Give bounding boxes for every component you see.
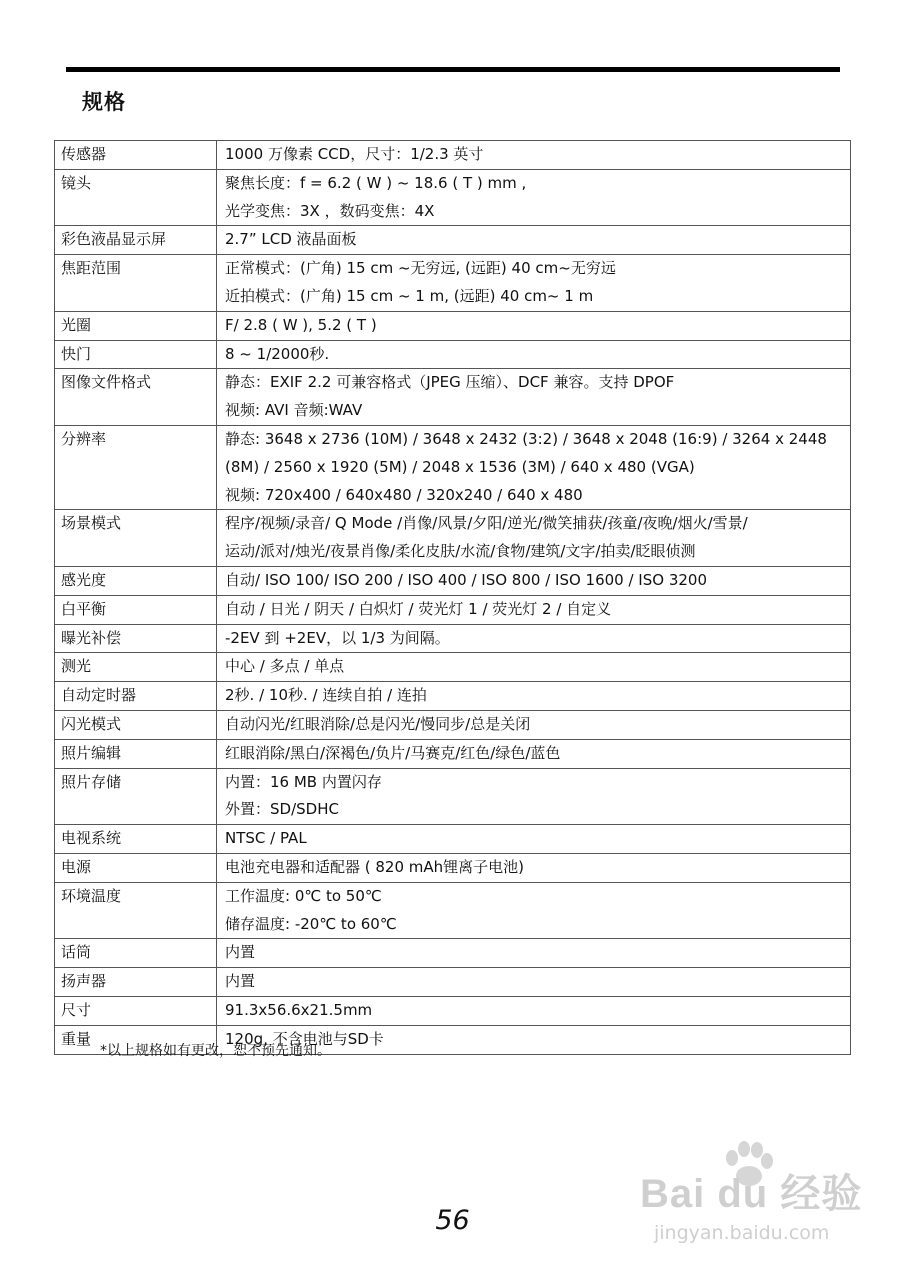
spec-value <box>217 255 851 312</box>
spec-value-line: 静态: 3648 x 2736 (10M) / 3648 x 2432 (3:2) / 3648 x 2048 (16:9) / 3264 x 2448 <box>225 429 827 448</box>
spec-value-line: 自动/ ISO 100/ ISO 200 / ISO 400 / ISO 800 / ISO 1600 / ISO 3200 <box>225 570 707 589</box>
spec-value <box>217 141 851 170</box>
spec-value <box>217 853 851 882</box>
spec-label: 光圈 <box>55 311 217 340</box>
spec-label: 镜头 <box>55 169 217 226</box>
spec-value-line: 外置：SD/SDHC <box>225 800 339 819</box>
spec-row <box>55 425 851 509</box>
spec-value-line: 视频: 720x400 / 640x480 / 320x240 / 640 x 480 <box>225 485 583 504</box>
spec-row <box>55 996 851 1025</box>
spec-label: 图像文件格式 <box>55 369 217 426</box>
spec-value-line: 2.7” LCD 液晶面板 <box>225 230 357 249</box>
spec-row <box>55 853 851 882</box>
spec-value <box>217 996 851 1025</box>
spec-value-line: 电池充电器和适配器 ( 820 mAh锂离子电池) <box>225 857 525 876</box>
footnote: *以上规格如有更改，恕不预先通知。 <box>100 1043 331 1059</box>
spec-value-line: 内置 <box>225 943 256 962</box>
spec-value-line: 正常模式：(广角) 15 cm ~无穷远, (远距) 40 cm~无穷远 <box>225 259 616 278</box>
spec-label: 扬声器 <box>55 968 217 997</box>
spec-label: 曝光补偿 <box>55 624 217 653</box>
spec-value-line: 1000 万像素 CCD，尺寸：1/2.3 英寸 <box>225 145 484 163</box>
spec-label: 白平衡 <box>55 595 217 624</box>
spec-label: 闪光模式 <box>55 710 217 739</box>
spec-value-line: F/ 2.8 ( W ), 5.2 ( T ) <box>225 315 377 334</box>
spec-row <box>55 340 851 369</box>
watermark-url: jingyan.baidu.com <box>654 1222 830 1244</box>
spec-value-line: 静态：EXIF 2.2 可兼容格式（JPEG 压缩）、DCF 兼容。支持 DPOF <box>225 373 675 392</box>
spec-row <box>55 882 851 939</box>
spec-row <box>55 710 851 739</box>
spec-value <box>217 369 851 426</box>
spec-value-line: 运动/派对/烛光/夜景肖像/柔化皮肤/水流/食物/建筑/文字/拍卖/眨眼侦测 <box>225 542 696 561</box>
spec-value <box>217 653 851 682</box>
spec-value-line: (8M) / 2560 x 1920 (5M) / 2048 x 1536 (3M) / 640 x 480 (VGA) <box>225 457 695 476</box>
spec-value <box>217 340 851 369</box>
spec-value <box>217 425 851 509</box>
spec-label: 话筒 <box>55 939 217 968</box>
spec-row <box>55 510 851 567</box>
spec-label: 重量 <box>55 1025 217 1054</box>
spec-value-line: -2EV 到 +2EV，以 1/3 为间隔。 <box>225 628 450 647</box>
spec-table <box>54 140 851 1055</box>
spec-label: 分辨率 <box>55 425 217 509</box>
spec-row <box>55 739 851 768</box>
spec-value-line: 近拍模式：(广角) 15 cm ~ 1 m, (远距) 40 cm~ 1 m <box>225 286 594 305</box>
spec-label: 电视系统 <box>55 825 217 854</box>
spec-value <box>217 624 851 653</box>
spec-row <box>55 566 851 595</box>
spec-value-line: 工作温度: 0℃ to 50℃ <box>225 886 382 905</box>
spec-label: 照片编辑 <box>55 739 217 768</box>
spec-value-line: 中心 / 多点 / 单点 <box>225 657 345 676</box>
top-rule <box>66 67 840 72</box>
spec-value-line: 内置 <box>225 972 256 991</box>
spec-value <box>217 311 851 340</box>
spec-row <box>55 255 851 312</box>
spec-label: 电源 <box>55 853 217 882</box>
spec-value-line: NTSC / PAL <box>225 829 307 848</box>
spec-row <box>55 226 851 255</box>
spec-value <box>217 768 851 825</box>
spec-row <box>55 169 851 226</box>
spec-label: 快门 <box>55 340 217 369</box>
spec-label: 环境温度 <box>55 882 217 939</box>
spec-value <box>217 682 851 711</box>
spec-row <box>55 682 851 711</box>
spec-value <box>217 595 851 624</box>
spec-row <box>55 311 851 340</box>
spec-row <box>55 595 851 624</box>
spec-label: 尺寸 <box>55 996 217 1025</box>
spec-value <box>217 169 851 226</box>
spec-row <box>55 939 851 968</box>
spec-value <box>217 939 851 968</box>
spec-value-line: 视频: AVI 音频:WAV <box>225 401 363 420</box>
spec-value-line: 聚焦长度：f = 6.2 ( W ) ~ 18.6 ( T ) mm , <box>225 173 527 192</box>
spec-label: 测光 <box>55 653 217 682</box>
spec-value <box>217 566 851 595</box>
spec-value-line: 红眼消除/黑白/深褐色/负片/马赛克/红色/绿色/蓝色 <box>225 743 561 762</box>
spec-value <box>217 739 851 768</box>
spec-row <box>55 653 851 682</box>
spec-value-line: 自动闪光/红眼消除/总是闪光/慢同步/总是关闭 <box>225 714 531 733</box>
spec-value-line: 8 ~ 1/2000秒. <box>225 344 330 363</box>
spec-label: 彩色液晶显示屏 <box>55 226 217 255</box>
spec-row <box>55 369 851 426</box>
spec-value <box>217 825 851 854</box>
spec-label: 场景模式 <box>55 510 217 567</box>
spec-value <box>217 710 851 739</box>
spec-table-body <box>55 141 851 1055</box>
spec-row <box>55 768 851 825</box>
spec-label: 自动定时器 <box>55 682 217 711</box>
spec-value-line: 120g, 不含电池与SD卡 <box>225 1029 384 1048</box>
spec-label: 焦距范围 <box>55 255 217 312</box>
watermark-brand: Bai du 经验 <box>640 1172 863 1216</box>
spec-row <box>55 825 851 854</box>
page-title: 规格 <box>82 90 126 114</box>
spec-value <box>217 510 851 567</box>
spec-value-line: 储存温度: -20℃ to 60℃ <box>225 914 397 933</box>
spec-value-line: 程序/视频/录音/ Q Mode /肖像/风景/夕阳/逆光/微笑捕获/孩童/夜晚/烟火/雪景/ <box>225 514 748 533</box>
spec-label: 照片存储 <box>55 768 217 825</box>
spec-value <box>217 968 851 997</box>
spec-row <box>55 624 851 653</box>
spec-label: 传感器 <box>55 141 217 170</box>
page-number: 56 <box>435 1205 470 1236</box>
spec-row <box>55 968 851 997</box>
spec-value-line: 自动 / 日光 / 阴天 / 白炽灯 / 荧光灯 1 / 荧光灯 2 / 自定义 <box>225 599 612 618</box>
spec-value-line: 内置：16 MB 内置闪存 <box>225 772 382 791</box>
spec-value-line: 2秒. / 10秒. / 连续自拍 / 连拍 <box>225 686 427 705</box>
spec-value <box>217 882 851 939</box>
spec-value <box>217 226 851 255</box>
spec-value-line: 光学变焦：3X ，数码变焦：4X <box>225 201 435 220</box>
spec-label: 感光度 <box>55 566 217 595</box>
spec-row <box>55 141 851 170</box>
spec-value-line: 91.3x56.6x21.5mm <box>225 1000 373 1019</box>
